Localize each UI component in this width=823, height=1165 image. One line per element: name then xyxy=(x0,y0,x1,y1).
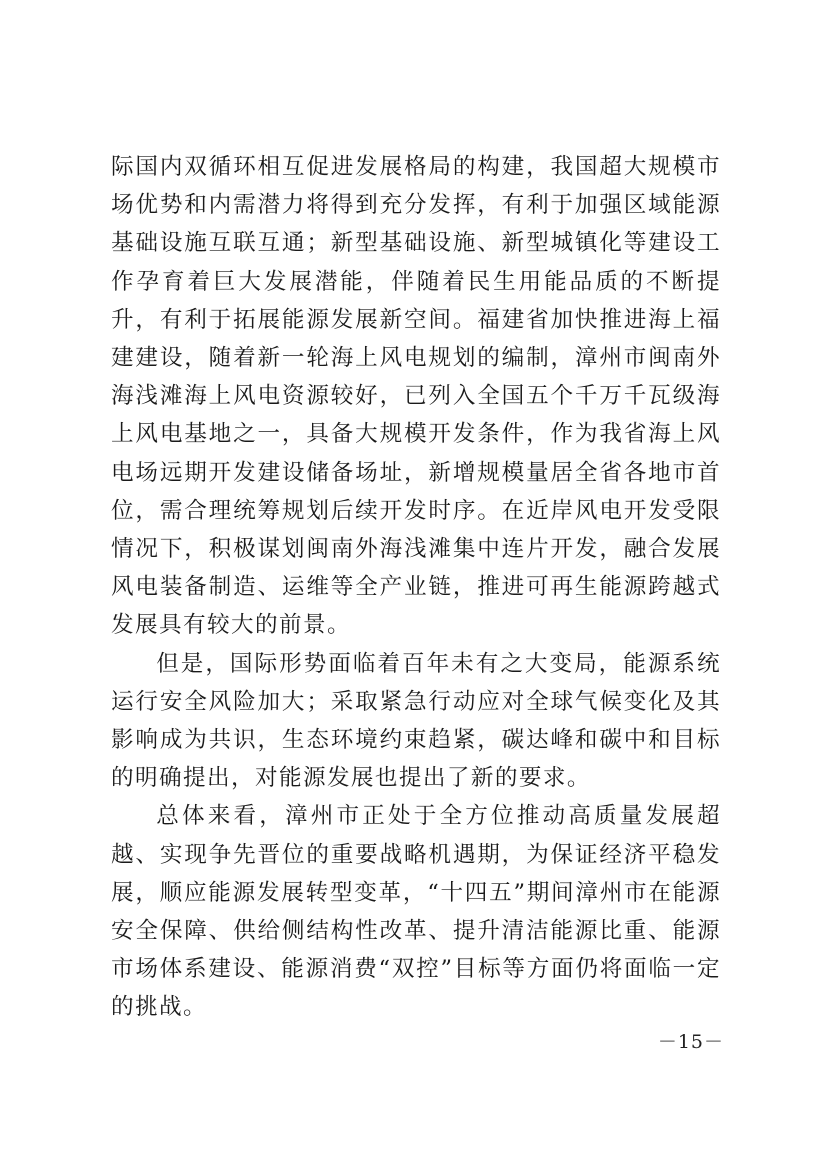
body-text xyxy=(111,148,721,1027)
page-number: －15－ xyxy=(657,1031,724,1053)
paragraph-risks: 但是，国际形势面临着百年未有之大变局，能源系统运行安全风险加大；采取紧急行动应对全球气候变化及其影响成为共识，生态环境约束趋紧，碳达峰和碳中和目标的明确提出，对能源发展也提出了新的要求。 xyxy=(111,650,721,792)
paragraph-continuation: 际国内双循环相互促进发展格局的构建，我国超大规模市场优势和内需潜力将得到充分发挥，有利于加强区域能源基础设施互联互通；新型基础设施、新型城镇化等建设工作孕育着巨大发展潜能，伴随着民生用能品质的不断提升，有利于拓展能源发展新空间。福建省加快推进海上福建建设，随着新一轮海上风电规划的编制，漳州市闽南外海浅滩海上风电资源较好，已列入全国五个千万千瓦级海上风电基地之一，具备大规模开发条件，作为我省海上风电场远期开发建设储备场址，新增规模量居全省各地市首位，需合理统筹规划后续开发时序。在近岸风电开发受限情况下，积极谋划闽南外海浅滩集中连片开发，融合发展风电装备制造、运维等全产业链，推进可再生能源跨越式发展具有较大的前景。 xyxy=(111,154,721,639)
paragraph-summary: 总体来看，漳州市正处于全方位推动高质量发展超越、实现争先晋位的重要战略机遇期，为保证经济平稳发展，顺应能源发展转型变革，“十四五”期间漳州市在能源安全保障、供给侧结构性改革、提升清洁能源比重、能源市场体系建设、能源消费“双控”目标等方面仍将面临一定的挑战。 xyxy=(111,803,721,1021)
